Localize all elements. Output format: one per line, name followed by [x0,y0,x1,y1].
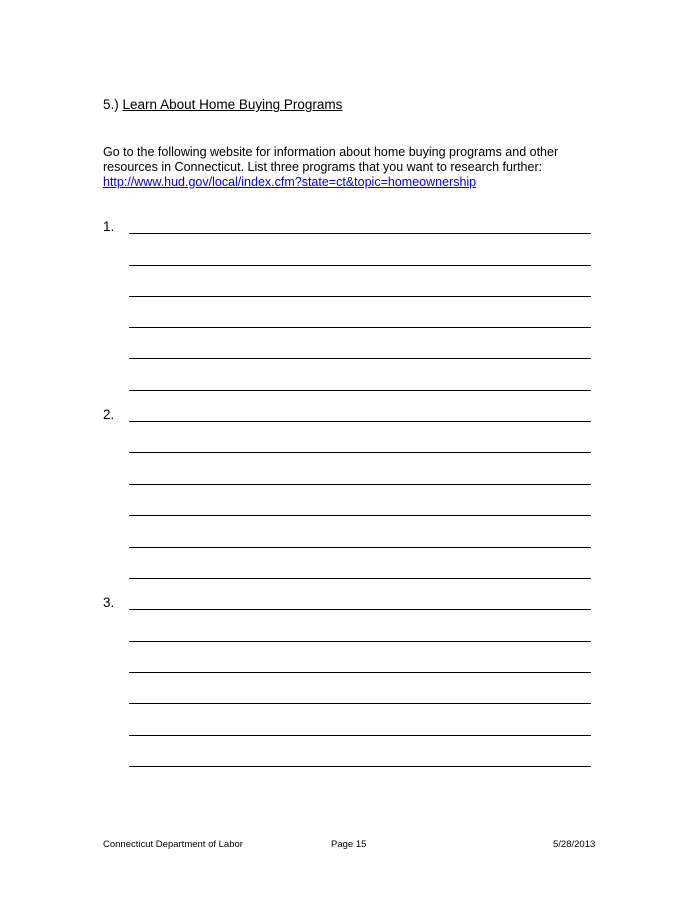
item-3-line-6[interactable] [129,766,591,767]
intro-line-2: resources in Connecticut. List three programs that you want to research further: [103,160,543,174]
hud-link[interactable]: http://www.hud.gov/local/index.cfm?state=ct&topic=homeownership [103,175,477,189]
section-heading [103,96,342,114]
item-3-line-1[interactable] [129,609,591,610]
item-1-number: 1. [103,219,115,234]
section-title: Learn About Home Buying Programs [122,97,343,112]
item-1-line-5[interactable] [129,358,591,359]
item-2-line-6[interactable] [129,578,591,579]
item-3-number: 3. [103,595,115,610]
item-2-line-4[interactable] [129,515,591,516]
section-number: 5.) [103,97,119,112]
item-1-line-2[interactable] [129,265,591,266]
item-3-line-2[interactable] [129,641,591,642]
item-2-line-2[interactable] [129,452,591,453]
item-2-number: 2. [103,407,115,422]
footer-page-number: Page 15 [331,839,367,850]
item-1-line-3[interactable] [129,296,591,297]
footer-date: 5/28/2013 [553,839,596,850]
item-2-line-3[interactable] [129,484,591,485]
intro-line-1: Go to the following website for information about home buying programs and other [103,145,559,159]
item-3-line-4[interactable] [129,703,591,704]
item-3-line-5[interactable] [129,735,591,736]
intro-paragraph [103,145,603,190]
item-1-line-4[interactable] [129,327,591,328]
item-2-line-1[interactable] [129,421,591,422]
footer-organization: Connecticut Department of Labor [103,839,243,850]
item-2-line-5[interactable] [129,547,591,548]
item-3-line-3[interactable] [129,672,591,673]
item-1-line-1[interactable] [129,233,591,234]
item-1-line-6[interactable] [129,390,591,391]
